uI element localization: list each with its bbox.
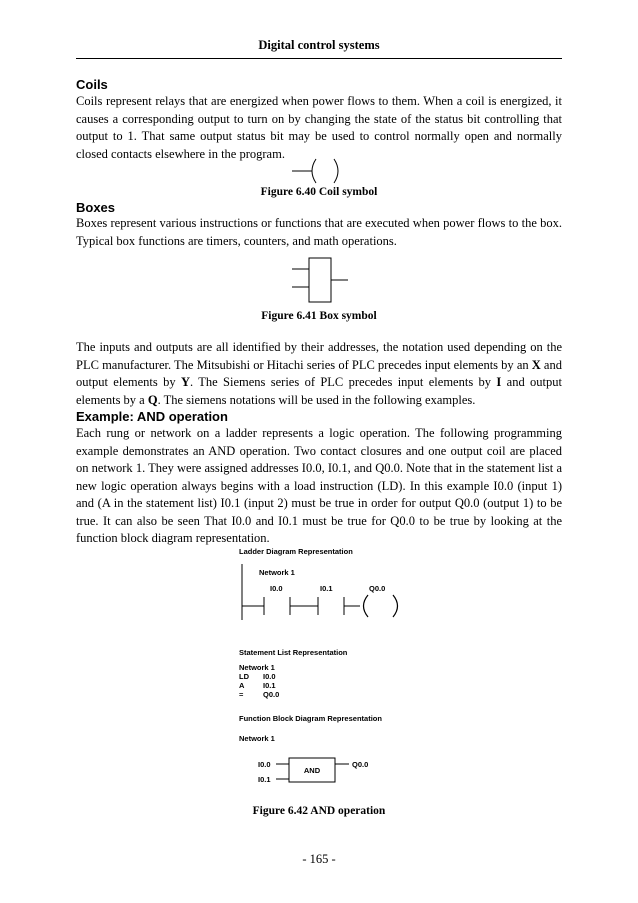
stl-operand-1: I0.0: [263, 672, 276, 681]
stl-op-2: A: [239, 681, 245, 690]
stl-operand-2: I0.1: [263, 681, 276, 690]
stl-operand-3: Q0.0: [263, 690, 280, 699]
page-number: - 165 -: [302, 852, 336, 866]
coils-heading: Coils: [76, 77, 108, 92]
addresses-paragraph: The inputs and outputs are all identified by their addresses, the notation used depending on the PLC manufacturer. The Mitsubishi or Hitachi series of PLC precedes input elements by an X and output elements by Y. The Siemens series of PLC precedes input elements by I and output elements by a Q. The siemens notations will be used in the following examples.: [76, 340, 562, 407]
ladder-network-label: Network 1: [259, 568, 295, 577]
fbd-input2-label: I0.1: [258, 775, 271, 784]
boxes-paragraph: Boxes represent various instructions or functions that are executed when power flows to the box. Typical box functions are timers, counters, and math operations.: [76, 216, 562, 248]
figure-6-41-caption: Figure 6.41 Box symbol: [261, 310, 377, 322]
ladder-coil-right: [393, 595, 398, 617]
coil-symbol-figure: [290, 156, 354, 186]
fbd-input1-label: I0.0: [258, 760, 271, 769]
ladder-contact2-label: I0.1: [320, 584, 333, 593]
fbd-block-label: AND: [303, 766, 321, 775]
coils-paragraph: Coils represent relays that are energized when power flows to them. When a coil is energized, it causes a corresponding output to turn on by changing the state of the status bit controlling that output to 1. That same output status bit may be used to control normally open and normally closed contacts elsewhere in the program.: [76, 94, 562, 161]
figure-6-42-caption: Figure 6.42 AND operation: [252, 805, 386, 817]
fbd-network: Network 1: [239, 734, 275, 743]
stl-op-1: LD: [239, 672, 249, 681]
example-paragraph: Each rung or network on a ladder represents a logic operation. The following programming example demonstrates an AND operation. Two contact closures and one output coil are placed on network 1. They were assigned addresses I0.0, I0.1, and Q0.0. Note that in the statement list a new logic operation always begins with a load instruction (LD). In this example I0.0 (input 1) and (A in the statement list) I0.1 (input 2) must be true in order for output Q0.0 (output 1) to be true. It can also be seen That I0.0 and I0.1 must be true for Q0.0 to be true by looking at the function block diagram representation.: [76, 426, 562, 545]
box-rect: [309, 258, 331, 302]
running-header: Digital control systems: [258, 38, 380, 52]
coil-right-paren: [334, 159, 338, 183]
box-symbol-figure: [290, 257, 352, 303]
figure-6-40-caption: Figure 6.40 Coil symbol: [260, 186, 378, 198]
stl-title: Statement List Representation: [239, 648, 348, 657]
ladder-contact1-label: I0.0: [270, 584, 283, 593]
example-heading: Example: AND operation: [76, 409, 228, 424]
ladder-coil-left: [364, 595, 369, 617]
ladder-coil-label: Q0.0: [369, 584, 386, 593]
header-rule: [76, 58, 562, 59]
ladder-title: Ladder Diagram Representation: [239, 547, 353, 556]
fbd-output-label: Q0.0: [352, 760, 369, 769]
stl-network: Network 1: [239, 663, 275, 672]
stl-op-3: =: [239, 690, 244, 699]
coil-left-paren: [312, 159, 316, 183]
and-operation-figure: [234, 540, 406, 790]
fbd-title: Function Block Diagram Representation: [239, 714, 382, 723]
boxes-heading: Boxes: [76, 200, 116, 215]
